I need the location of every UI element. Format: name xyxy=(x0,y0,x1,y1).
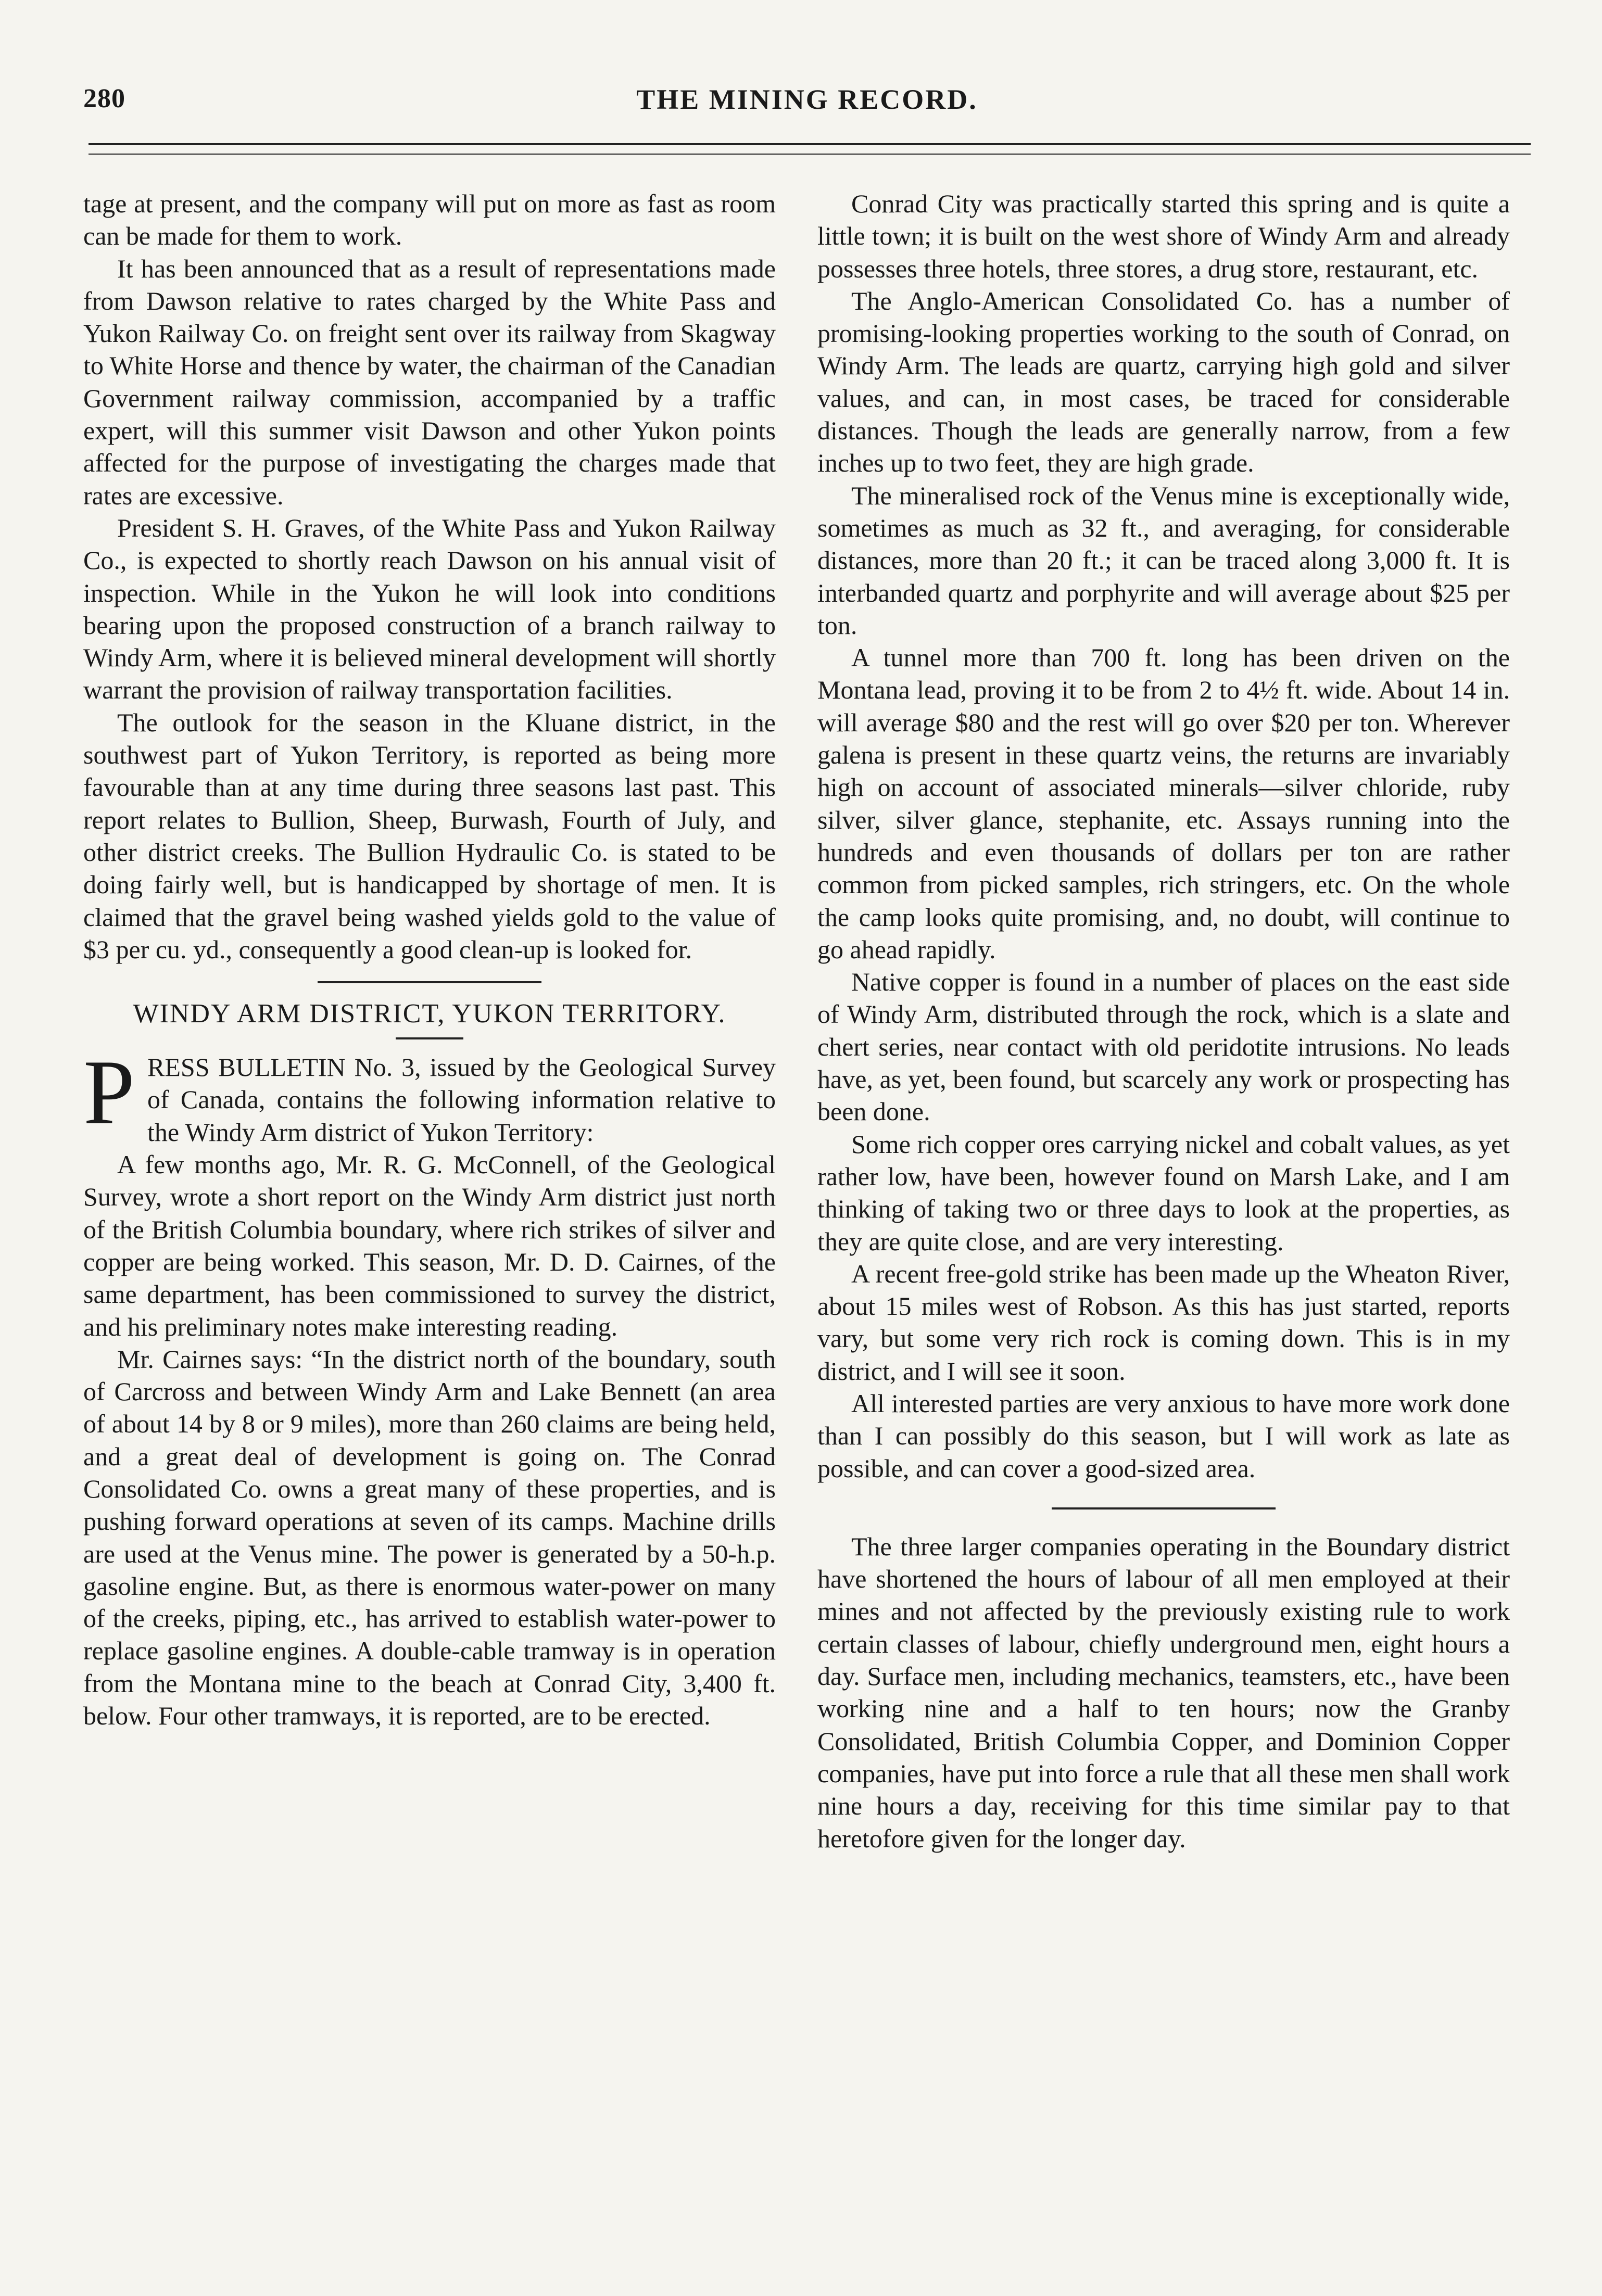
paragraph: A few months ago, Mr. R. G. McConnell, of the Geological Survey, wrote a short report on the Windy Arm district just north of the British Columbia boundary, where rich strikes of silver and copper are being worked. This season, Mr. D. D. Cairnes, of the same department, has been commissioned to survey the district, and his preliminary notes make interesting reading. xyxy=(83,1150,776,1341)
paragraph: A tunnel more than 700 ft. long has been driven on the Montana lead, proving it to be from 2 to 4½ ft. wide. About 14 in. will average $80 and the rest will go over $20 per ton. Wherever galena is present in these quartz veins, the returns are invariably high on account of associated minerals—silver chloride, ruby silver, silver glance, stephanite, etc. Assays running into the hundreds and even thousands of dollars per ton are rather common from picked samples, rich stringers, etc. On the whole the camp looks quite promising, and, no doubt, will continue to go ahead rapidly. xyxy=(817,643,1510,964)
paragraph: A recent free-gold strike has been made up the Wheaton River, about 15 miles west of Robson. As this has just started, reports vary, but some very rich rock is coming down. This is in my district, and I will see it soon. xyxy=(817,1259,1510,1386)
paragraph: Some rich copper ores carrying nickel and cobalt values, as yet rather low, have been, however found on Marsh Lake, and I am thinking of taking two or three days to look at the properties, as they are quite close, and are very interesting. xyxy=(817,1129,1510,1256)
paragraph: Native copper is found in a number of places on the east side of Windy Arm, distributed through the rock, which is a slate and chert series, near contact with old peridotite intrusions. No leads have, as yet, been found, but scarcely any work or prospecting has been done. xyxy=(817,967,1510,1126)
right-column xyxy=(817,187,1510,1855)
paragraph: The mineralised rock of the Venus mine is exceptionally wide, sometimes as much as 32 ft., and averaging, for considerable distances, more than 20 ft.; it can be traced along 3,000 ft. It is interbanded quartz and porphyrite and will average about $25 per ton. xyxy=(817,480,1510,640)
section-divider xyxy=(318,981,541,983)
paragraph: tage at present, and the company will put on more as fast as room can be made for them to work. xyxy=(83,189,776,251)
paragraph: Mr. Cairnes says: “In the district north of the boundary, south of Carcross and between Windy Arm and Lake Bennett (an area of about 14 by 8 or 9 miles), more than 260 claims are being held, and a great deal of development is going on. The Conrad Consolidated Co. owns a great many of these properties, and is pushing forward operations at seven of its camps. Machine drills are used at the Venus mine. The power is generated by a 50-h.p. gasoline engine. But, as there is enormous water-power on many of the creeks, piping, etc., has arrived to establish water-power to replace gasoline engines. A double-cable tramway is in operation from the Montana mine to the beach at Conrad City, 3,400 ft. below. Four other tramways, it is reported, are to be erected. xyxy=(83,1344,776,1731)
journal-title: THE MINING RECORD. xyxy=(636,84,978,115)
bulletin-text: RESS BULLETIN No. 3, issued by the Geological Survey of Canada, contains the following information relative to the Windy Arm district of Yukon Territory: xyxy=(147,1052,776,1147)
left-column xyxy=(83,187,776,1732)
section-heading: WINDY ARM DISTRICT, YUKON TERRITORY. xyxy=(133,999,726,1029)
paragraph: President S. H. Graves, of the White Pass and Yukon Railway Co., is expected to shortly reach Dawson on his annual visit of inspection. While in the Yukon he will look into conditions bearing upon the proposed construction of a branch railway to Windy Arm, where it is believed mineral development will shortly warrant the provision of railway transportation facilities. xyxy=(83,513,776,705)
page-header xyxy=(83,83,1531,130)
paragraph: It has been announced that as a result of representations made from Dawson relative to rates charged by the White Pass and Yukon Railway Co. on freight sent over its railway from Skagway to White Horse and thence by water, the chairman of the Canadian Government railway commission, accompanied by a traffic expert, will this summer visit Dawson and other Yukon points affected for the purpose of investigating the charges made that rates are excessive. xyxy=(83,253,776,510)
header-rule xyxy=(89,143,1531,155)
paragraph: All interested parties are very anxious to have more work done than I can possibly do this season, but I will work as late as possible, and can cover a good-sized area. xyxy=(817,1388,1510,1483)
section-divider xyxy=(1052,1507,1276,1509)
paragraph: Conrad City was practically started this spring and is quite a little town; it is built on the west shore of Windy Arm and already possesses three hotels, three stores, a drug store, restaurant, etc. xyxy=(817,189,1510,283)
paragraph: The Anglo-American Consolidated Co. has a number of promising-looking properties working to the south of Conrad, on Windy Arm. The leads are quartz, carrying high gold and silver values, and can, in most cases, be traced for considerable distances. Though the leads are generally narrow, from a few inches up to two feet, they are high grade. xyxy=(817,286,1510,478)
drop-cap: P xyxy=(83,1041,135,1144)
paragraph: The outlook for the season in the Kluane district, in the southwest part of Yukon Territory, is reported as being more favourable than at any time during three seasons last past. This report relates to Bullion, Sheep, Burwash, Fourth of July, and other district creeks. The Bullion Hydraulic Co. is stated to be doing fairly well, but is handicapped by shortage of men. It is claimed that the gravel being washed yields gold to the value of $3 per cu. yd., consequently a good clean-up is looked for. xyxy=(83,707,776,964)
page-number: 280 xyxy=(83,84,125,113)
paragraph: The three larger companies operating in the Boundary district have shortened the hours of labour of all men employed at their mines and not affected by the previously existing rule to work certain classes of labour, chiefly underground men, eight hours a day. Surface men, including mechanics, teamsters, etc., have been working nine and a half to ten hours; now the Granby Consolidated, British Columbia Copper, and Dominion Copper companies, have put into force a rule that all these men shall work nine hours a day, receiving for this time similar pay to that heretofore given for the longer day. xyxy=(817,1531,1510,1853)
bulletin-paragraph xyxy=(83,1041,776,1148)
heading-divider xyxy=(396,1037,463,1039)
